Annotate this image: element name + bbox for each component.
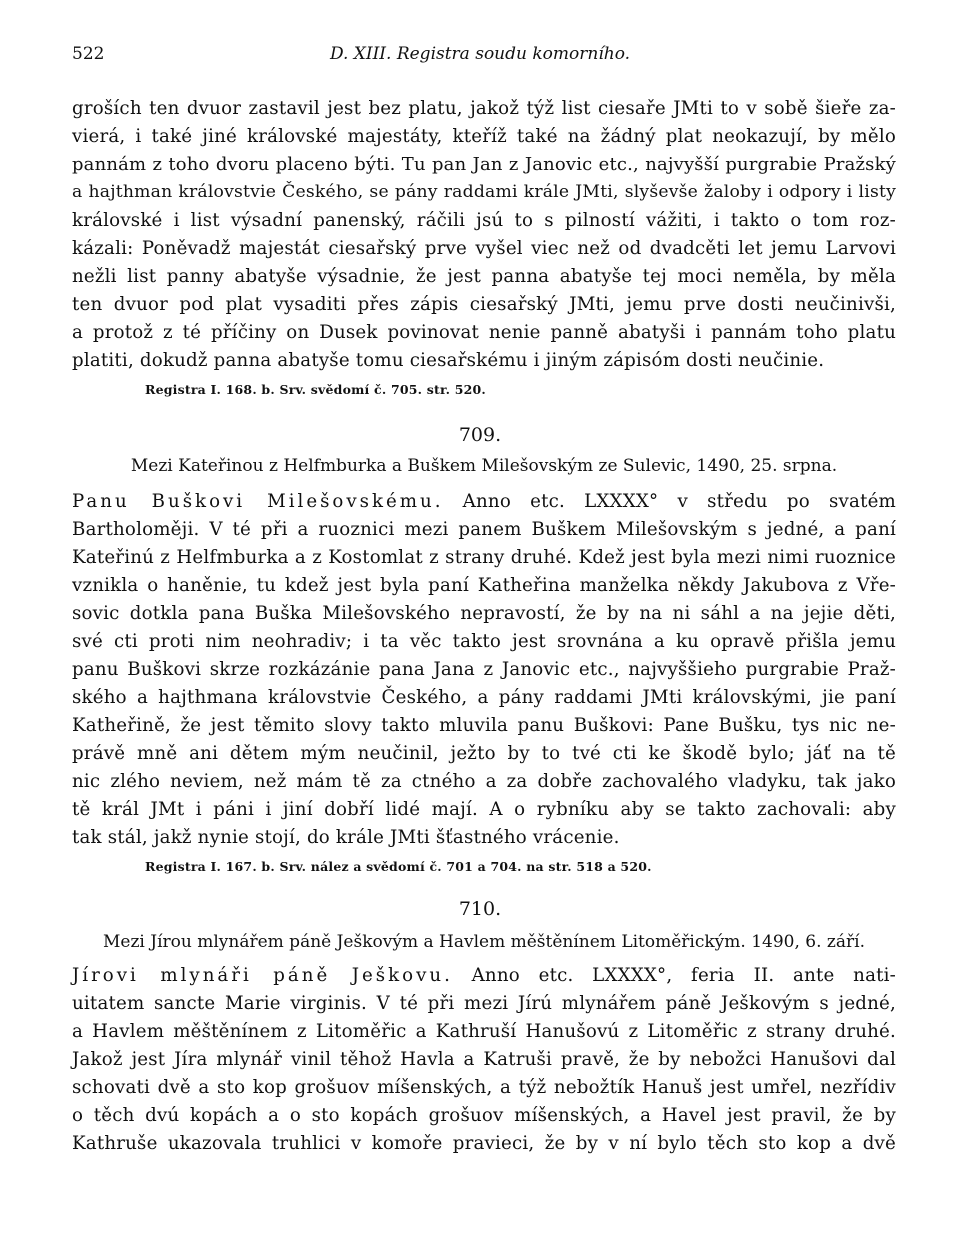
text-line: nic zlého neviem, než mám tě za ctného a za dobře zachovalého vladyku, tak jako (72, 771, 896, 792)
text-line: své cti proti nim neohradiv; i ta věc takto jest srovnána a ku opravě přišla jemu (72, 631, 896, 652)
text-line-rest: Anno etc. LXXXX°, feria II. ante nati- (452, 965, 896, 986)
text-line: královské i list výsadní panenský, ráčili jsú to s pilností vážiti, i takto o tom roz- (72, 210, 896, 231)
text-line: pannám z toho dvoru placeno býti. Tu pan Jan z Janovic etc., najvyšší purgrabie Pražský (72, 154, 896, 175)
text-line: Kathruše ukazovala truhlici v komoře pravieci, že by v ní bylo těch sto kop a dvě (72, 1133, 896, 1154)
text-line: vznikla o haněnie, tu kdež jest byla paní Katheřina manželka někdy Jakubova z Vře- (72, 575, 896, 596)
text-line: uitatem sancte Marie virginis. V té při mezi Jírú mlynářem páně Ješkovým s jedné, (72, 993, 896, 1014)
text-line: Katheřině, že jest těmito slovy takto mluvila panu Buškovi: Pane Bušku, tys nic ne- (72, 715, 896, 736)
document-number: 709. (458, 424, 502, 446)
text-line: ského a hajthmana královstvie Českého, a pány raddami JMti královskými, jie paní (72, 687, 896, 708)
addressee: Jírovi mlynáři páně Ješkovu. (72, 965, 453, 986)
running-title: D. XIII. Registra soudu komorního. (329, 44, 631, 64)
text-line: vierá, i také jiné královské majestáty, kteříž také na žádný plat neokazují, by mělo (72, 126, 896, 147)
text-line: a protož z té příčiny on Dusek povinovat nenie panně abatyši i pannám toho platu (72, 322, 896, 343)
text-line: schovati dvě a sto kop grošuov míšenských, a týž nebožtík Hanuš jest umřel, nezřídiv (72, 1077, 896, 1098)
text-line: platiti, dokudž panna abatyše tomu ciesařskému i jiným zápisóm dosti neučinie. (72, 350, 825, 371)
text-line-first (72, 488, 896, 515)
document-summary: Mezi Jírou mlynářem páně Ješkovým a Havlem měštěnínem Litoměřickým. 1490, 6. září. (103, 932, 865, 952)
source-reference: Registra I. 168. b. Srv. svědomí č. 705. str. 520. (145, 382, 486, 397)
text-line: právě mně ani dětem mým neučinil, ježto by to tvé cti ke škodě bylo; jáť na tě (72, 743, 896, 764)
text-line: Jakož jest Jíra mlynář vinil těhož Havla a Katruši pravě, že by nebožci Hanušovi dal (72, 1049, 896, 1070)
text-line: nežli list panny abatyše výsadnie, že jest panna abatyše tej moci neměla, by měla (72, 266, 896, 287)
text-line-first (72, 962, 896, 989)
source-reference: Registra I. 167. b. Srv. nález a svědomí č. 701 a 704. na str. 518 a 520. (145, 859, 652, 874)
text-line: Bartholoměji. V té při a ruoznici mezi panem Buškem Milešovským s jedné, a paní (72, 519, 896, 540)
document-summary: Mezi Kateřinou z Helfmburka a Buškem Milešovským ze Sulevic, 1490, 25. srpna. (130, 456, 838, 476)
document-number: 710. (458, 898, 502, 920)
page-number: 522 (72, 44, 105, 64)
text-line: ten dvuor pod plat vysaditi přes zápis ciesařský JMti, jemu prve dosti neučinivši, (72, 294, 896, 315)
text-line: kázali: Poněvadž majestát ciesařský prve vyšel viec než od dvadcěti let jemu Larvovi (72, 238, 896, 259)
text-line: panu Buškovi skrze rozkázánie pana Jana z Janovic etc., najvyššieho purgrabie Praž- (72, 659, 896, 680)
text-line-rest: Anno etc. LXXXX° v středu po svatém (443, 491, 896, 512)
page-header (72, 44, 888, 74)
text-line: groších ten dvuor zastavil jest bez platu, jakož týž list ciesaře JMti to v sobě šieře za- (72, 98, 896, 119)
text-line: tak stál, jakž nynie stojí, do krále JMti šťastného vrácenie. (72, 827, 620, 848)
addressee: Panu Buškovi Milešovskému. (72, 491, 444, 512)
text-line: o těch dvú kopách a o sto kopách grošuov míšenských, a Havel jest pravil, že by (72, 1105, 896, 1126)
text-line: a Havlem měštěnínem z Litoměřic a Kathruší Hanušovú z Litoměřic z strany druhé. (72, 1021, 896, 1042)
text-line: a hajthman královstvie Českého, se pány raddami krále JMti, slyševše žaloby i odpory i listy (72, 182, 896, 202)
text-line: tě král JMt i páni i jiní dobří lidé mají. A o rybníku aby se takto zachovali: aby (72, 799, 896, 820)
text-line: Kateřinú z Helfmburka a z Kostomlat z strany druhé. Kdež jest byla mezi nimi ruoznice (72, 547, 896, 568)
text-line: sovic dotkla pana Buška Milešovského nepravostí, že by na ni sáhl a na jejie děti, (72, 603, 896, 624)
